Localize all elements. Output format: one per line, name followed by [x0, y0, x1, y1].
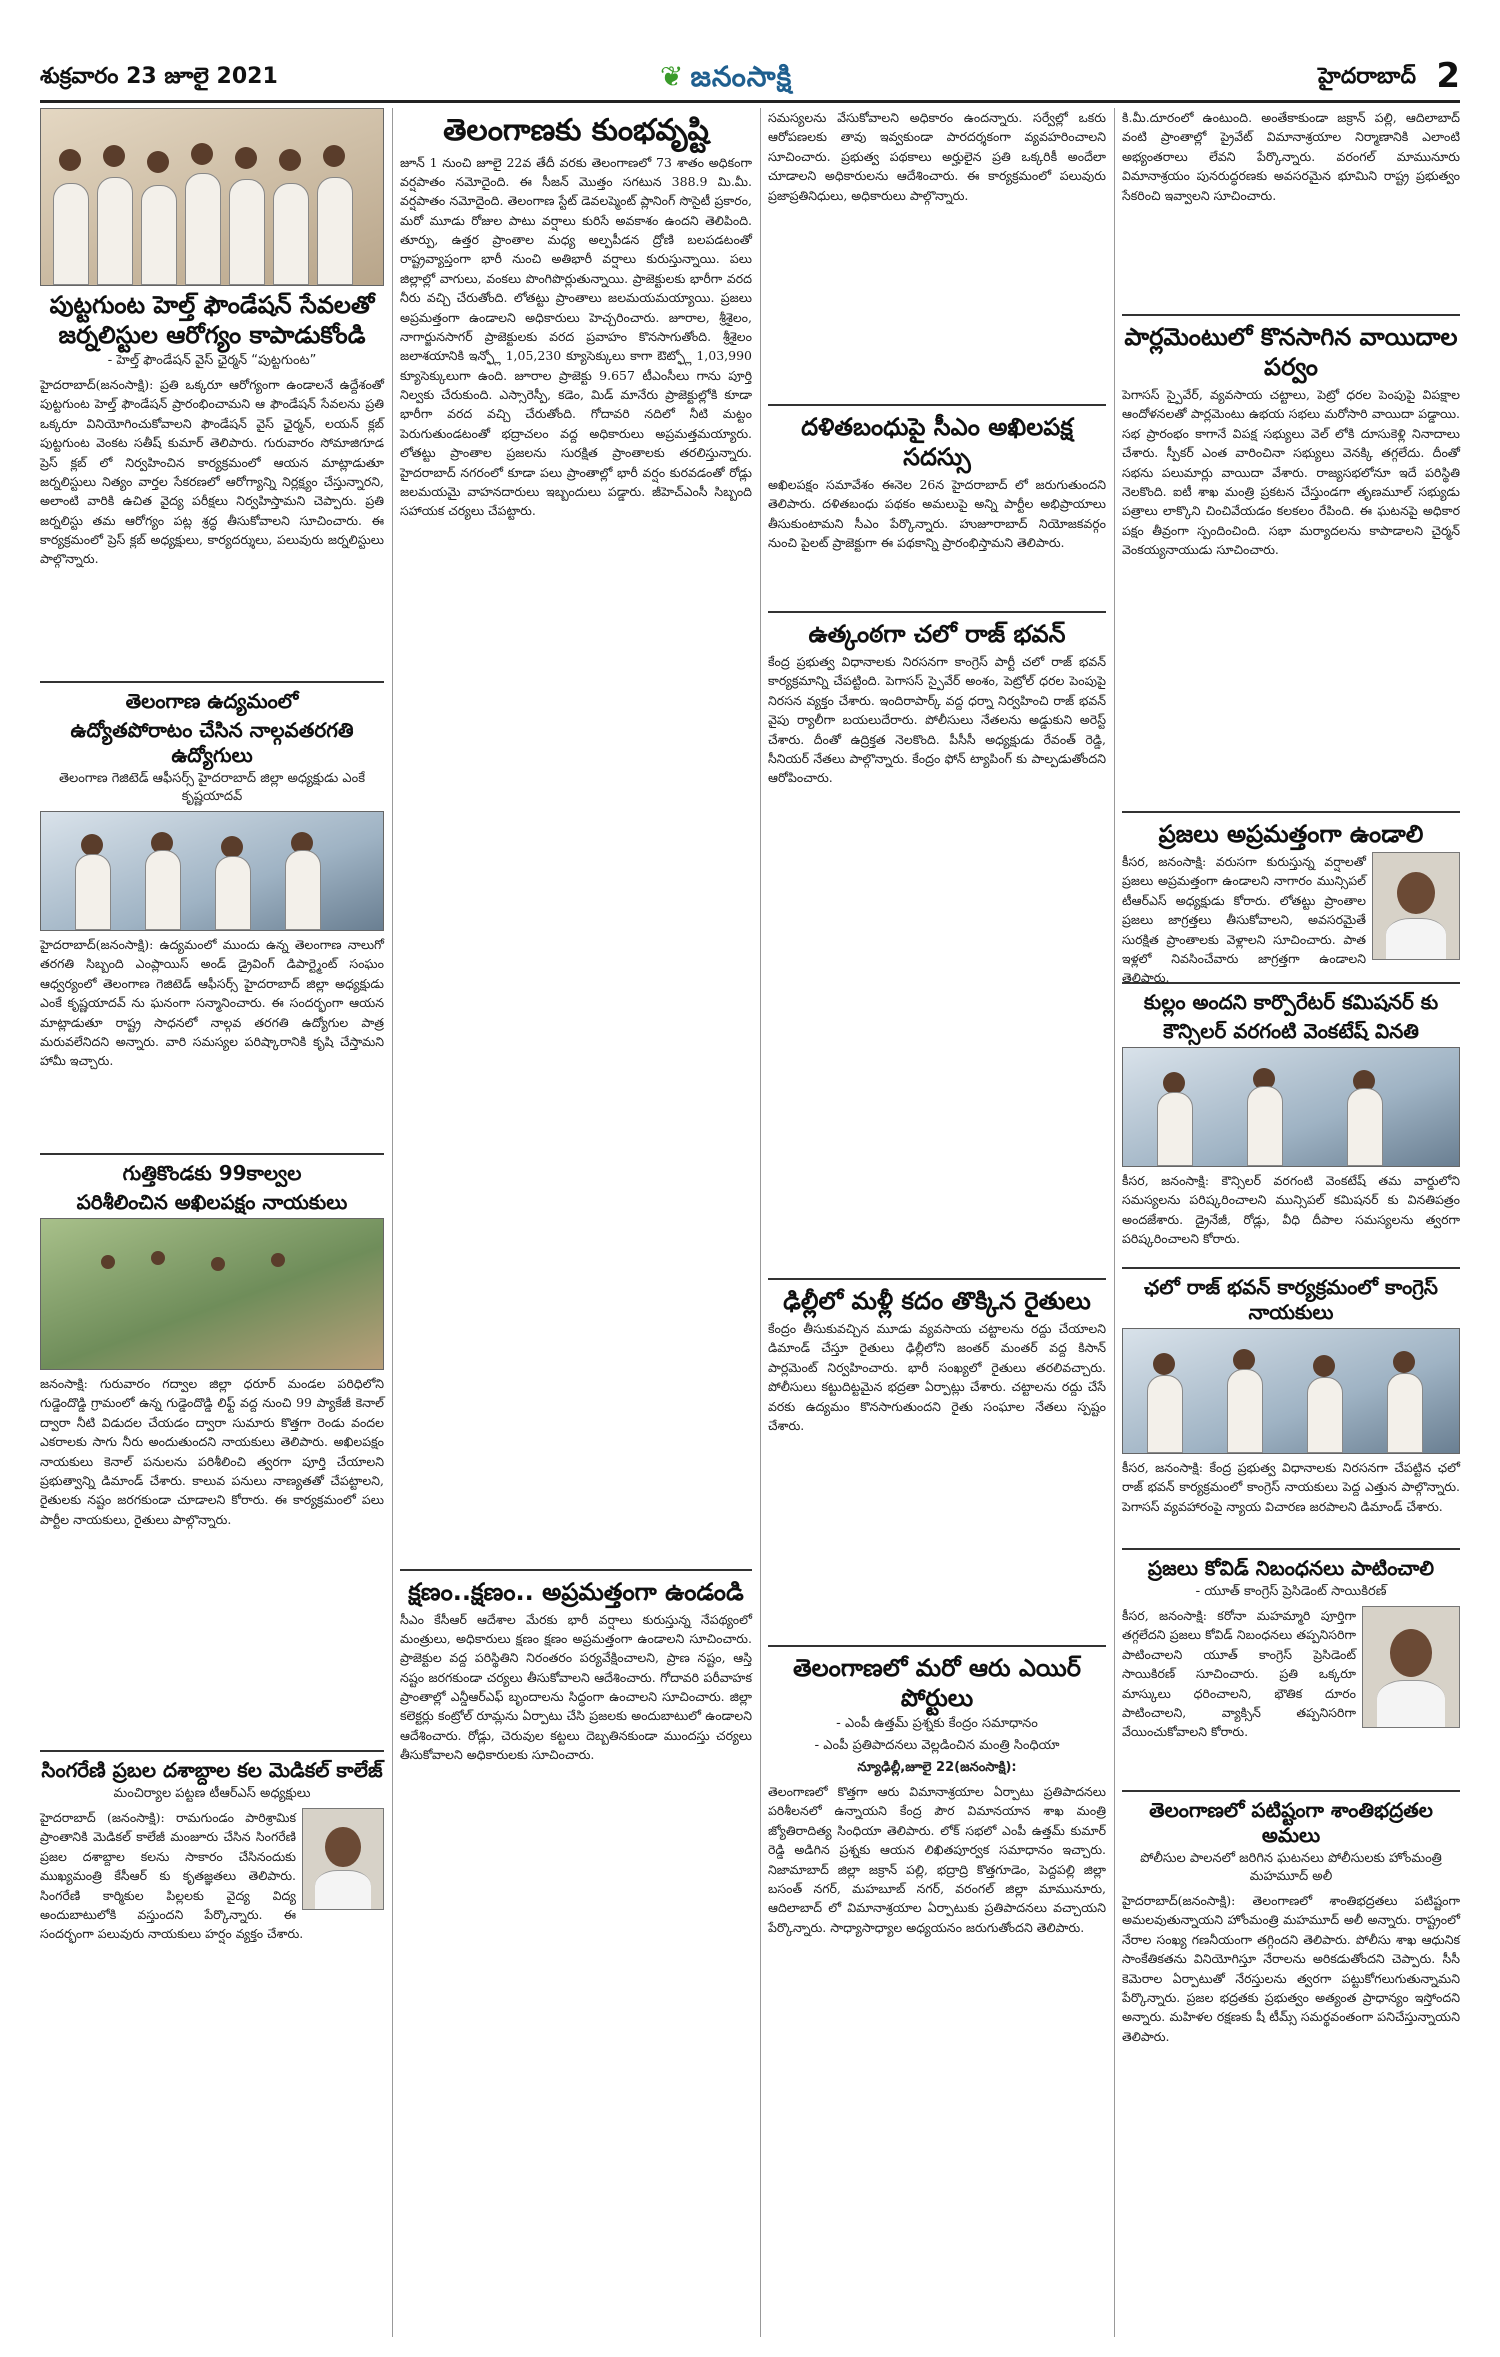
subheadline: మంచిర్యాల పట్టణ టీఆర్ఎస్ అధ్యక్షులు	[113, 1786, 311, 1801]
masthead-rule	[40, 100, 1460, 103]
story-canal-inspection	[40, 1161, 384, 1744]
story-separator	[40, 1750, 384, 1752]
story-separator	[768, 404, 1106, 406]
headline: పార్లమెంటులో కొనసాగిన వాయిదాల పర్వం	[1124, 323, 1458, 381]
headline: ఉద్యోతపోరాటం చేసిన నాల్గవతరగతి ఉద్యోగులు	[70, 718, 354, 767]
headline: కౌన్సిలర్ వరగంటి వెంకటేష్ వినతి	[1163, 1019, 1419, 1043]
story-body: హైదరాబాద్(జనంసాక్షి): తెలంగాణలో శాంతిభద్రతలు పటిష్టంగా అమలవుతున్నాయని హోంమంత్రి మహమూద్ అలీ అన్నారు. రాష్ట్రంలో నేరాల సంఖ్య గణనీయంగా తగ్గిందని తెలిపారు. పోలీసు శాఖ ఆధునిక సాంకేతికతను వినియోగిస్తూ నేరాలను అరికడుతోందని చెప్పారు. సీసీ కెమెరాల ఏర్పాటుతో నేరస్తులను త్వరగా పట్టుకోగలుగుతున్నామని పేర్కొన్నారు. ప్రజల భద్రతకు ప్రభుత్వం అత్యంత ప్రాధాన్యం ఇస్తోందని అన్నారు. మహిళల రక్షణకు షీ టీమ్స్ సమర్థవంతంగా పనిచేస్తున్నాయని తెలిపారు.	[1122, 1893, 1460, 2044]
story-separator	[40, 681, 384, 683]
story-body: హైదరాబాద్(జనంసాక్షి): ఉద్యమంలో ముందు ఉన్న తెలంగాణ నాలుగో తరగతి సిబ్బంది ఎంప్లాయిస్ అండ్ డ్రైవింగ్ డిపార్ట్మెంట్ సంఘం ఆధ్వర్యంలో తెలంగాణ గెజిటెడ్ ఆఫీసర్స్ హైదరాబాద్ జిల్లా అధ్యక్షుడు ఎంకే కృష్ణయాదవ్ ను ఘనంగా సన్మానించారు. ఈ సందర్భంగా ఆయన మాట్లాడుతూ రాష్ట్ర సాధనలో నాల్గవ తరగతి ఉద్యోగుల పాత్ర మరువలేనిదని అన్నారు. వారి సమస్యల పరిష్కారానికి కృషి చేస్తామని హామీ ఇచ్చారు.	[40, 937, 384, 1069]
dateline: న్యూఢిల్లీ,జూలై 22(జనంసాక్షి):	[857, 1760, 1017, 1775]
kicker: గుత్తికొండకు 99కాల్వల	[122, 1161, 302, 1185]
headline: తెలంగాణకు కుంభవృష్టి	[443, 113, 709, 148]
leaf-icon: ❦	[660, 60, 685, 93]
story-separator	[40, 1153, 384, 1155]
story-separator	[768, 1278, 1106, 1280]
subheadline: - యూత్ కాంగ్రెస్ ప్రెసిడెంట్ సాయికిరణ్	[1195, 1584, 1387, 1599]
story-airports	[768, 1653, 1106, 2162]
headline: ఉత్కంఠగా చలో రాజ్ భవన్	[808, 620, 1066, 648]
masthead	[40, 56, 1460, 104]
story-body: అఖిలపక్షం సమావేశం ఈనెల 26న హైదరాబాద్ లో జరుగుతుందని తెలిపారు. దళితబంధు పథకం అమలుపై అన్ని పార్టీల అభిప్రాయాలు తీసుకుంటామని సీఎం పేర్కొన్నారు. హుజూరాబాద్ నియోజకవర్గం నుంచి పైలట్ ప్రాజెక్టుగా ఈ పథకాన్ని ప్రారంభిస్తామని తెలిపారు.	[768, 477, 1106, 551]
subheadline-1: - ఎంపీ ఉత్తమ్ ప్రశ్నకు కేంద్రం సమాధానం	[836, 1716, 1038, 1731]
story-parliament	[1122, 322, 1460, 805]
story-body: పెగాసస్ స్పైవేర్, వ్యవసాయ చట్టాలు, పెట్రో ధరల పెంపుపై విపక్షాల ఆందోళనలతో పార్లమెంటు ఉభయ సభలు మరోసారి వాయిదా పడ్డాయి. సభ ప్రారంభం కాగానే విపక్ష సభ్యులు వెల్ లోకి దూసుకెళ్లి నినాదాలు చేశారు. స్పీకర్ ఎంత వారించినా సభ్యులు వెనక్కి తగ్గలేదు. దీంతో సభను పలుమార్లు వాయిదా వేశారు. రాజ్యసభలోనూ ఇదే పరిస్థితి నెలకొంది. ఐటీ శాఖ మంత్రి ప్రకటన చేస్తుండగా తృణమూల్ సభ్యుడు పత్రాలు లాక్కొని చించివేయడం కలకలం రేపింది. ఈ ఘటనపై అధికార పక్షం తీవ్రంగా స్పందించింది. సభా మర్యాదలను కాపాడాలని చైర్మన్ వెంకయ్యనాయుడు సూచించారు.	[1122, 387, 1460, 557]
subheadline: పోలీసుల పాలనలో జరిగిన ఘటనలు పోలీసులకు హోంమంత్రి మహమూద్ అలీ	[1140, 1851, 1442, 1884]
edition-city: హైదరాబాద్	[1318, 64, 1416, 89]
petition-photo	[1122, 1047, 1460, 1167]
kicker: తెలంగాణ ఉద్యమంలో	[125, 689, 299, 713]
headline: దళితబంధుపై సీఎం అఖిలపక్ష సదస్సు	[801, 413, 1073, 471]
story-councillor-petition	[1122, 990, 1460, 1261]
story-heavy-rain	[400, 112, 752, 1563]
story-health-foundation	[40, 108, 384, 675]
story-body: సమస్యలను వేసుకోవాలని అధికారం ఉందన్నారు. సర్వేల్లో ఒకరు ఆరోపణలకు తావు ఇవ్వకుండా పారదర్శకంగా వ్యవహరించాలని సూచించారు. ప్రభుత్వ పథకాలు అర్హులైన ప్రతి ఒక్కరికీ అందేలా చూడాలని అధికారులను ఆదేశించారు. ఈ కార్యక్రమంలో పలువురు ప్రజాప్రతినిధులు, అధికారులు పాల్గొన్నారు.	[768, 110, 1106, 203]
story-continued	[768, 108, 1106, 398]
story-separator	[1122, 811, 1460, 813]
column-4	[1122, 108, 1460, 2337]
headline: ప్రజలు కోవిడ్ నిబంధనలు పాటించాలి	[1147, 1556, 1435, 1580]
story-body: జూన్ 1 నుంచి జూలై 22వ తేదీ వరకు తెలంగాణలో 73 శాతం అధికంగా వర్షపాతం నమోదైంది. ఈ సీజన్ మొత్తం సగటున 388.9 మి.మీ. వర్షపాతం నమోదైంది. తెలంగాణ స్టేట్ డెవలప్మెంట్ ప్లానింగ్ సొసైటీ ప్రకారం, మరో మూడు రోజుల పాటు వర్షాలు కురిసే అవకాశం ఉందని తెలిపింది. తూర్పు, ఉత్తర ప్రాంతాల మధ్య అల్పపీడన ద్రోణి బలపడటంతో రాష్ట్రవ్యాప్తంగా భారీ నుంచి అతిభారీ వర్షాలు కురుస్తున్నాయి. పలు జిల్లాల్లో వాగులు, వంకలు పొంగిపొర్లుతున్నాయి. ప్రాజెక్టులకు భారీగా వరద నీరు వచ్చి చేరుతోంది. లోతట్టు ప్రాంతాలు జలమయమయ్యాయి. ప్రజలు అప్రమత్తంగా ఉండాలని అధికారులు హెచ్చరించారు. జూరాల, శ్రీశైలం, నాగార్జునసాగర్ ప్రాజెక్టులకు వరద ప్రవాహం కొనసాగుతోంది. శ్రీశైలం జలాశయానికి ఇన్ఫ్లో 1,05,230 క్యూసెక్కులు కాగా ఔట్ఫ్లో 1,03,990 క్యూసెక్కులుగా ఉంది. జూరాల ప్రాజెక్టు 9.657 టీఎంసీలు గాను పూర్తి నిల్వకు చేరుకుంది. ఎస్సారెస్పీ, కడెం, మిడ్ మానేరు ప్రాజెక్టుల్లోకి కూడా భారీగా వరద వచ్చి చేరుతోంది. గోదావరి నదిలో నీటి మట్టం పెరుగుతుండటంతో భద్రాచలం వద్ద అధికారులు అప్రమత్తమయ్యారు. లోతట్టు ప్రాంతాల ప్రజలను సురక్షిత ప్రాంతాలకు తరలిస్తున్నారు. హైదరాబాద్ నగరంలో కూడా పలు ప్రాంతాల్లో భారీ వర్షం కురవడంతో రోడ్లు జలమయమై వాహనదారులు ఇబ్బందులు పడ్డారు. జీహెచ్ఎంసీ సిబ్బంది సహాయక చర్యలు చేపట్టారు.	[400, 154, 752, 519]
headline: ప్రజలు అప్రమత్తంగా ఉండాలి	[1158, 820, 1424, 848]
logo-text: జనంసాక్షి	[690, 60, 793, 93]
kicker: కుల్లం అందని కార్పొరేటర్ కమిషనర్ కు	[1143, 990, 1439, 1014]
story-separator	[1122, 314, 1460, 316]
newspaper-logo	[660, 60, 792, 100]
story-medical-college	[40, 1758, 384, 2008]
portrait-photo	[1372, 852, 1460, 960]
page-number: 2	[1436, 56, 1460, 96]
story-separator	[1122, 1548, 1460, 1550]
story-separator	[768, 1645, 1106, 1647]
column-3	[768, 108, 1106, 2337]
story-chalo-raj-bhavan	[768, 619, 1106, 1272]
headline: పుట్టగుంట హెల్త్ ఫౌండేషన్ సేవలతో జర్నలిస్టుల ఆరోగ్యం కాపాడుకోండి	[49, 291, 375, 349]
protest-photo	[1122, 1328, 1460, 1454]
story-continued	[1122, 108, 1460, 308]
story-body: కీసర, జనంసాక్షి: కౌన్సిలర్ వరగంటి వెంకటేష్ తమ వార్డులోని సమస్యలను పరిష్కరించాలని మున్సిపల్ కమిషనర్ కు వినతిపత్రం అందజేశారు. డ్రైనేజీ, రోడ్లు, వీధి దీపాల సమస్యలను త్వరగా పరిష్కరించాలని కోరారు.	[1122, 1173, 1460, 1247]
story-body: కీసర, జనంసాక్షి: కరోనా మహమ్మారి పూర్తిగా తగ్గలేదని ప్రజలు కోవిడ్ నిబంధనలు తప్పనిసరిగా పాటించాలని యూత్ కాంగ్రెస్ ప్రెసిడెంట్ సాయికిరణ్ సూచించారు. ప్రతి ఒక్కరూ మాస్కులు ధరించాలని, భౌతిక దూరం పాటించాలని, వ్యాక్సిన్ తప్పనిసరిగా వేయించుకోవాలని కోరారు.	[1122, 1608, 1356, 1740]
headline: సింగరేణి ప్రబల దశాబ్దాల కల మెడికల్ కాలేజ్	[41, 1758, 383, 1782]
subheadline-2: - ఎంపీ ప్రతిపాదనలు వెల్లడించిన మంత్రి సింధియా	[814, 1738, 1060, 1753]
headline: పరిశీలించిన అఖిలపక్షం నాయకులు	[76, 1190, 348, 1214]
story-covid-rules	[1122, 1556, 1460, 1784]
story-body: కేంద్రం తీసుకువచ్చిన మూడు వ్యవసాయ చట్టాలను రద్దు చేయాలని డిమాండ్ చేస్తూ రైతులు ఢిల్లీలోని జంతర్ మంతర్ వద్ద కిసాన్ పార్లమెంట్ నిర్వహించారు. భారీ సంఖ్యలో రైతులు తరలివచ్చారు. పోలీసులు కట్టుదిట్టమైన భద్రతా ఏర్పాట్లు చేశారు. చట్టాలను రద్దు చేసే వరకు ఉద్యమం కొనసాగుతుందని రైతు సంఘాల నేతలు స్పష్టం చేశారు.	[768, 1321, 1106, 1433]
headline: తెలంగాణలో మరో ఆరు ఎయిర్ పోర్టులు	[792, 1654, 1082, 1712]
story-congress-leaders	[1122, 1275, 1460, 1542]
story-law-and-order	[1122, 1798, 1460, 2141]
story-body: కీసర, జనంసాక్షి: కేంద్ర ప్రభుత్వ విధానాలకు నిరసనగా చేపట్టిన ఛలో రాజ్ భవన్ కార్యక్రమంలో కాంగ్రెస్ నాయకులు పెద్ద ఎత్తున పాల్గొన్నారు. పెగాసస్ వ్యవహారంపై న్యాయ విచారణ జరపాలని డిమాండ్ చేశారు.	[1122, 1460, 1460, 1514]
story-dalit-bandhu	[768, 412, 1106, 605]
story-body: కి.మీ.దూరంలో ఉంటుంది. అంతేకాకుండా జక్రాన్ పల్లి, ఆదిలాబాద్ వంటి ప్రాంతాల్లో ప్రైవేట్ విమానాశ్రయాల నిర్మాణానికి ఎలాంటి అభ్యంతరాలు లేవని పేర్కొన్నారు. వరంగల్ మామునూరు విమానాశ్రయం పునరుద్ధరణకు అవసరమైన భూమిని రాష్ట్ర ప్రభుత్వం సేకరించి ఇవ్వాలని సూచించారు.	[1122, 110, 1460, 203]
portrait-photo	[1362, 1606, 1460, 1728]
headline: ఛలో రాజ్ భవన్ కార్యక్రమంలో కాంగ్రెస్ నాయకులు	[1144, 1275, 1438, 1324]
felicitation-photo	[40, 811, 384, 931]
headline: తెలంగాణలో పటిష్టంగా శాంతిభద్రతల అమలు	[1149, 1798, 1433, 1847]
column-divider	[392, 108, 393, 2337]
canal-photo	[40, 1218, 384, 1370]
story-farmers-delhi	[768, 1286, 1106, 1639]
issue-date: శుక్రవారం 23 జూలై 2021	[40, 64, 278, 89]
column-divider	[760, 108, 761, 2337]
story-alert	[400, 1577, 752, 2230]
story-body: కేంద్ర ప్రభుత్వ విధానాలకు నిరసనగా కాంగ్రెస్ పార్టీ చలో రాజ్ భవన్ కార్యక్రమాన్ని చేపట్టింది. పెగాసస్ స్పైవేర్ అంశం, పెట్రోల్ ధరల పెంపుపై నిరసన వ్యక్తం చేశారు. ఇందిరాపార్క్ వద్ద ధర్నా నిర్వహించి రాజ్ భవన్ వైపు ర్యాలీగా బయలుదేరారు. పోలీసులు నేతలను అడ్డుకుని అరెస్ట్ చేశారు. దీంతో ఉద్రిక్తత నెలకొంది. పీసీసీ అధ్యక్షుడు రేవంత్ రెడ్డి, సీనియర్ నేతలు పాల్గొన్నారు. కేంద్రం ఫోన్ ట్యాపింగ్ కు పాల్పడుతోందని ఆరోపించారు.	[768, 654, 1106, 786]
story-separator	[400, 1569, 752, 1571]
headline: ఢిల్లీలో మళ్లీ కదం తొక్కిన రైతులు	[783, 1287, 1091, 1315]
story-separator	[1122, 982, 1460, 984]
story-separator	[1122, 1790, 1460, 1792]
story-body: కీసర, జనంసాక్షి: వరుసగా కురుస్తున్న వర్షాలతో ప్రజలు అప్రమత్తంగా ఉండాలని నాగారం మున్సిపల్ టీఆర్ఎస్ అధ్యక్షుడు కోరారు. లోతట్టు ప్రాంతాల ప్రజలు జాగ్రత్తలు తీసుకోవాలని, అవసరమైతే సురక్షిత ప్రాంతాలకు వెళ్లాలని సూచించారు. పాత ఇళ్లలో నివసించేవారు జాగ్రత్తగా ఉండాలని తెలిపారు.	[1122, 854, 1366, 986]
story-be-alert	[1122, 819, 1460, 986]
event-photo	[40, 108, 384, 286]
column-1	[40, 108, 384, 2337]
story-separator	[768, 611, 1106, 613]
portrait-photo	[302, 1808, 384, 1910]
column-2	[400, 108, 752, 2337]
story-separator	[1122, 1267, 1460, 1269]
column-divider	[1114, 108, 1115, 2337]
headline: క్షణం..క్షణం.. అప్రమత్తంగా ఉండండి	[408, 1577, 744, 1606]
story-class-four-employees	[40, 689, 384, 1147]
story-body: జనంసాక్షి: గురువారం గద్వాల జిల్లా ధరూర్ మండల పరిధిలోని గుడ్డెందొడ్డి గ్రామంలో ఉన్న గుడ్డెందొడ్డి లిఫ్ట్ వద్ద నుంచి 99 ప్యాకేజీ కెనాల్ ద్వారా నీటి విడుదల చేయడం ద్వారా సుమారు కొత్తగా రెండు వందల ఎకరాలకు సాగు నీరు అందుతుందని నాయకులు తెలిపారు. అఖిలపక్షం నాయకులు కెనాల్ పనులను పరిశీలించి త్వరగా పూర్తి చేయాలని ప్రభుత్వాన్ని డిమాండ్ చేశారు. కాలువ పనులు నాణ్యతతో చేపట్టాలని, రైతులకు నష్టం జరగకుండా చూడాలని కోరారు. ఈ కార్యక్రమంలో పలు పార్టీల నాయకులు, రైతులు పాల్గొన్నారు.	[40, 1376, 384, 1527]
story-body: తెలంగాణలో కొత్తగా ఆరు విమానాశ్రయాల ఏర్పాటు ప్రతిపాదనలు పరిశీలనలో ఉన్నాయని కేంద్ర పౌర విమానయాన శాఖ మంత్రి జ్యోతిరాదిత్య సింధియా తెలిపారు. లోక్ సభలో ఎంపీ ఉత్తమ్ కుమార్ రెడ్డి అడిగిన ప్రశ్నకు ఆయన లిఖితపూర్వక సమాధానం ఇచ్చారు. నిజామాబాద్ జిల్లా జక్రాన్ పల్లి, భద్రాద్రి కొత్తగూడెం, పెద్దపల్లి జిల్లా బసంత్ నగర్, మహబూబ్ నగర్, వరంగల్ జిల్లా మామునూరు, ఆదిలాబాద్ లో విమానాశ్రయాల ఏర్పాటుకు ప్రతిపాదనలు వచ్చాయని పేర్కొన్నారు. సాధ్యాసాధ్యాల అధ్యయనం జరుగుతోందని తెలిపారు.	[768, 1784, 1106, 1935]
story-body: హైదరాబాద్(జనంసాక్షి): ప్రతి ఒక్కరూ ఆరోగ్యంగా ఉండాలనే ఉద్దేశంతో పుట్టగుంట హెల్త్ ఫౌండేషన్ ప్రారంభించామని ఆ ఫౌండేషన్ సేవలను ప్రతి ఒక్కరూ వినియోగించుకోవాలని ఫౌండేషన్ వైస్ ఛైర్మన్, లయన్ క్లబ్ పుట్టగుంట వెంకట సతీష్ కుమార్ తెలిపారు. గురువారం సోమాజిగూడ ప్రెస్ క్లబ్ లో నిర్వహించిన కార్యక్రమంలో ఆయన మాట్లాడుతూ జర్నలిస్టులు నిత్యం వార్తల సేకరణలో ఆరోగ్యాన్ని నిర్లక్ష్యం చేస్తున్నారని, అలాంటి వారికి ఉచిత వైద్య పరీక్షలు నిర్వహిస్తామని చెప్పారు. ప్రతి జర్నలిస్టు తమ ఆరోగ్యం పట్ల శ్రద్ధ తీసుకోవాలని సూచించారు. ఈ కార్యక్రమంలో ప్రెస్ క్లబ్ అధ్యక్షులు, కార్యదర్శులు, పలువురు జర్నలిస్టులు పాల్గొన్నారు.	[40, 377, 384, 567]
story-body: హైదరాబాద్ (జనంసాక్షి): రామగుండం పారిశ్రామిక ప్రాంతానికి మెడికల్ కాలేజీ మంజూరు చేసిన సింగరేణి ప్రజల దశాబ్దాల కలను సాకారం చేసినందుకు ముఖ్యమంత్రి కేసీఆర్ కు కృతజ్ఞతలు తెలిపారు. సింగరేణి కార్మికుల పిల్లలకు వైద్య విద్య అందుబాటులోకి వస్తుందని పేర్కొన్నారు. ఈ సందర్భంగా పలువురు నాయకులు హర్షం వ్యక్తం చేశారు.	[40, 1810, 304, 1942]
kicker: - హెల్త్ ఫౌండేషన్ వైస్ ఛైర్మన్ “పుట్టగుంట”	[107, 353, 317, 368]
subheadline: తెలంగాణ గెజిటెడ్ ఆఫీసర్స్ హైదరాబాద్ జిల్లా అధ్యక్షుడు ఎంకే కృష్ణయాదవ్	[58, 771, 366, 804]
story-body: సీఎం కేసీఆర్ ఆదేశాల మేరకు భారీ వర్షాలు కురుస్తున్న నేపథ్యంలో మంత్రులు, అధికారులు క్షణం క్షణం అప్రమత్తంగా ఉండాలని సూచించారు. ప్రాజెక్టుల వద్ద పరిస్థితిని నిరంతరం పర్యవేక్షించాలని, ప్రాణ నష్టం, ఆస్తి నష్టం జరగకుండా చర్యలు తీసుకోవాలని ఆదేశించారు. గోదావరి పరీవాహక ప్రాంతాల్లో ఎన్డీఆర్ఎఫ్ బృందాలను సిద్ధంగా ఉంచాలని సూచించారు. జిల్లా కలెక్టర్లు కంట్రోల్ రూమ్లను ఏర్పాటు చేసి ప్రజలకు అందుబాటులో ఉండాలని ఆదేశించారు. రోడ్లు, చెరువుల కట్టలు దెబ్బతినకుండా ముందస్తు చర్యలు తీసుకోవాలని అధికారులకు సూచించారు.	[400, 1611, 752, 1763]
